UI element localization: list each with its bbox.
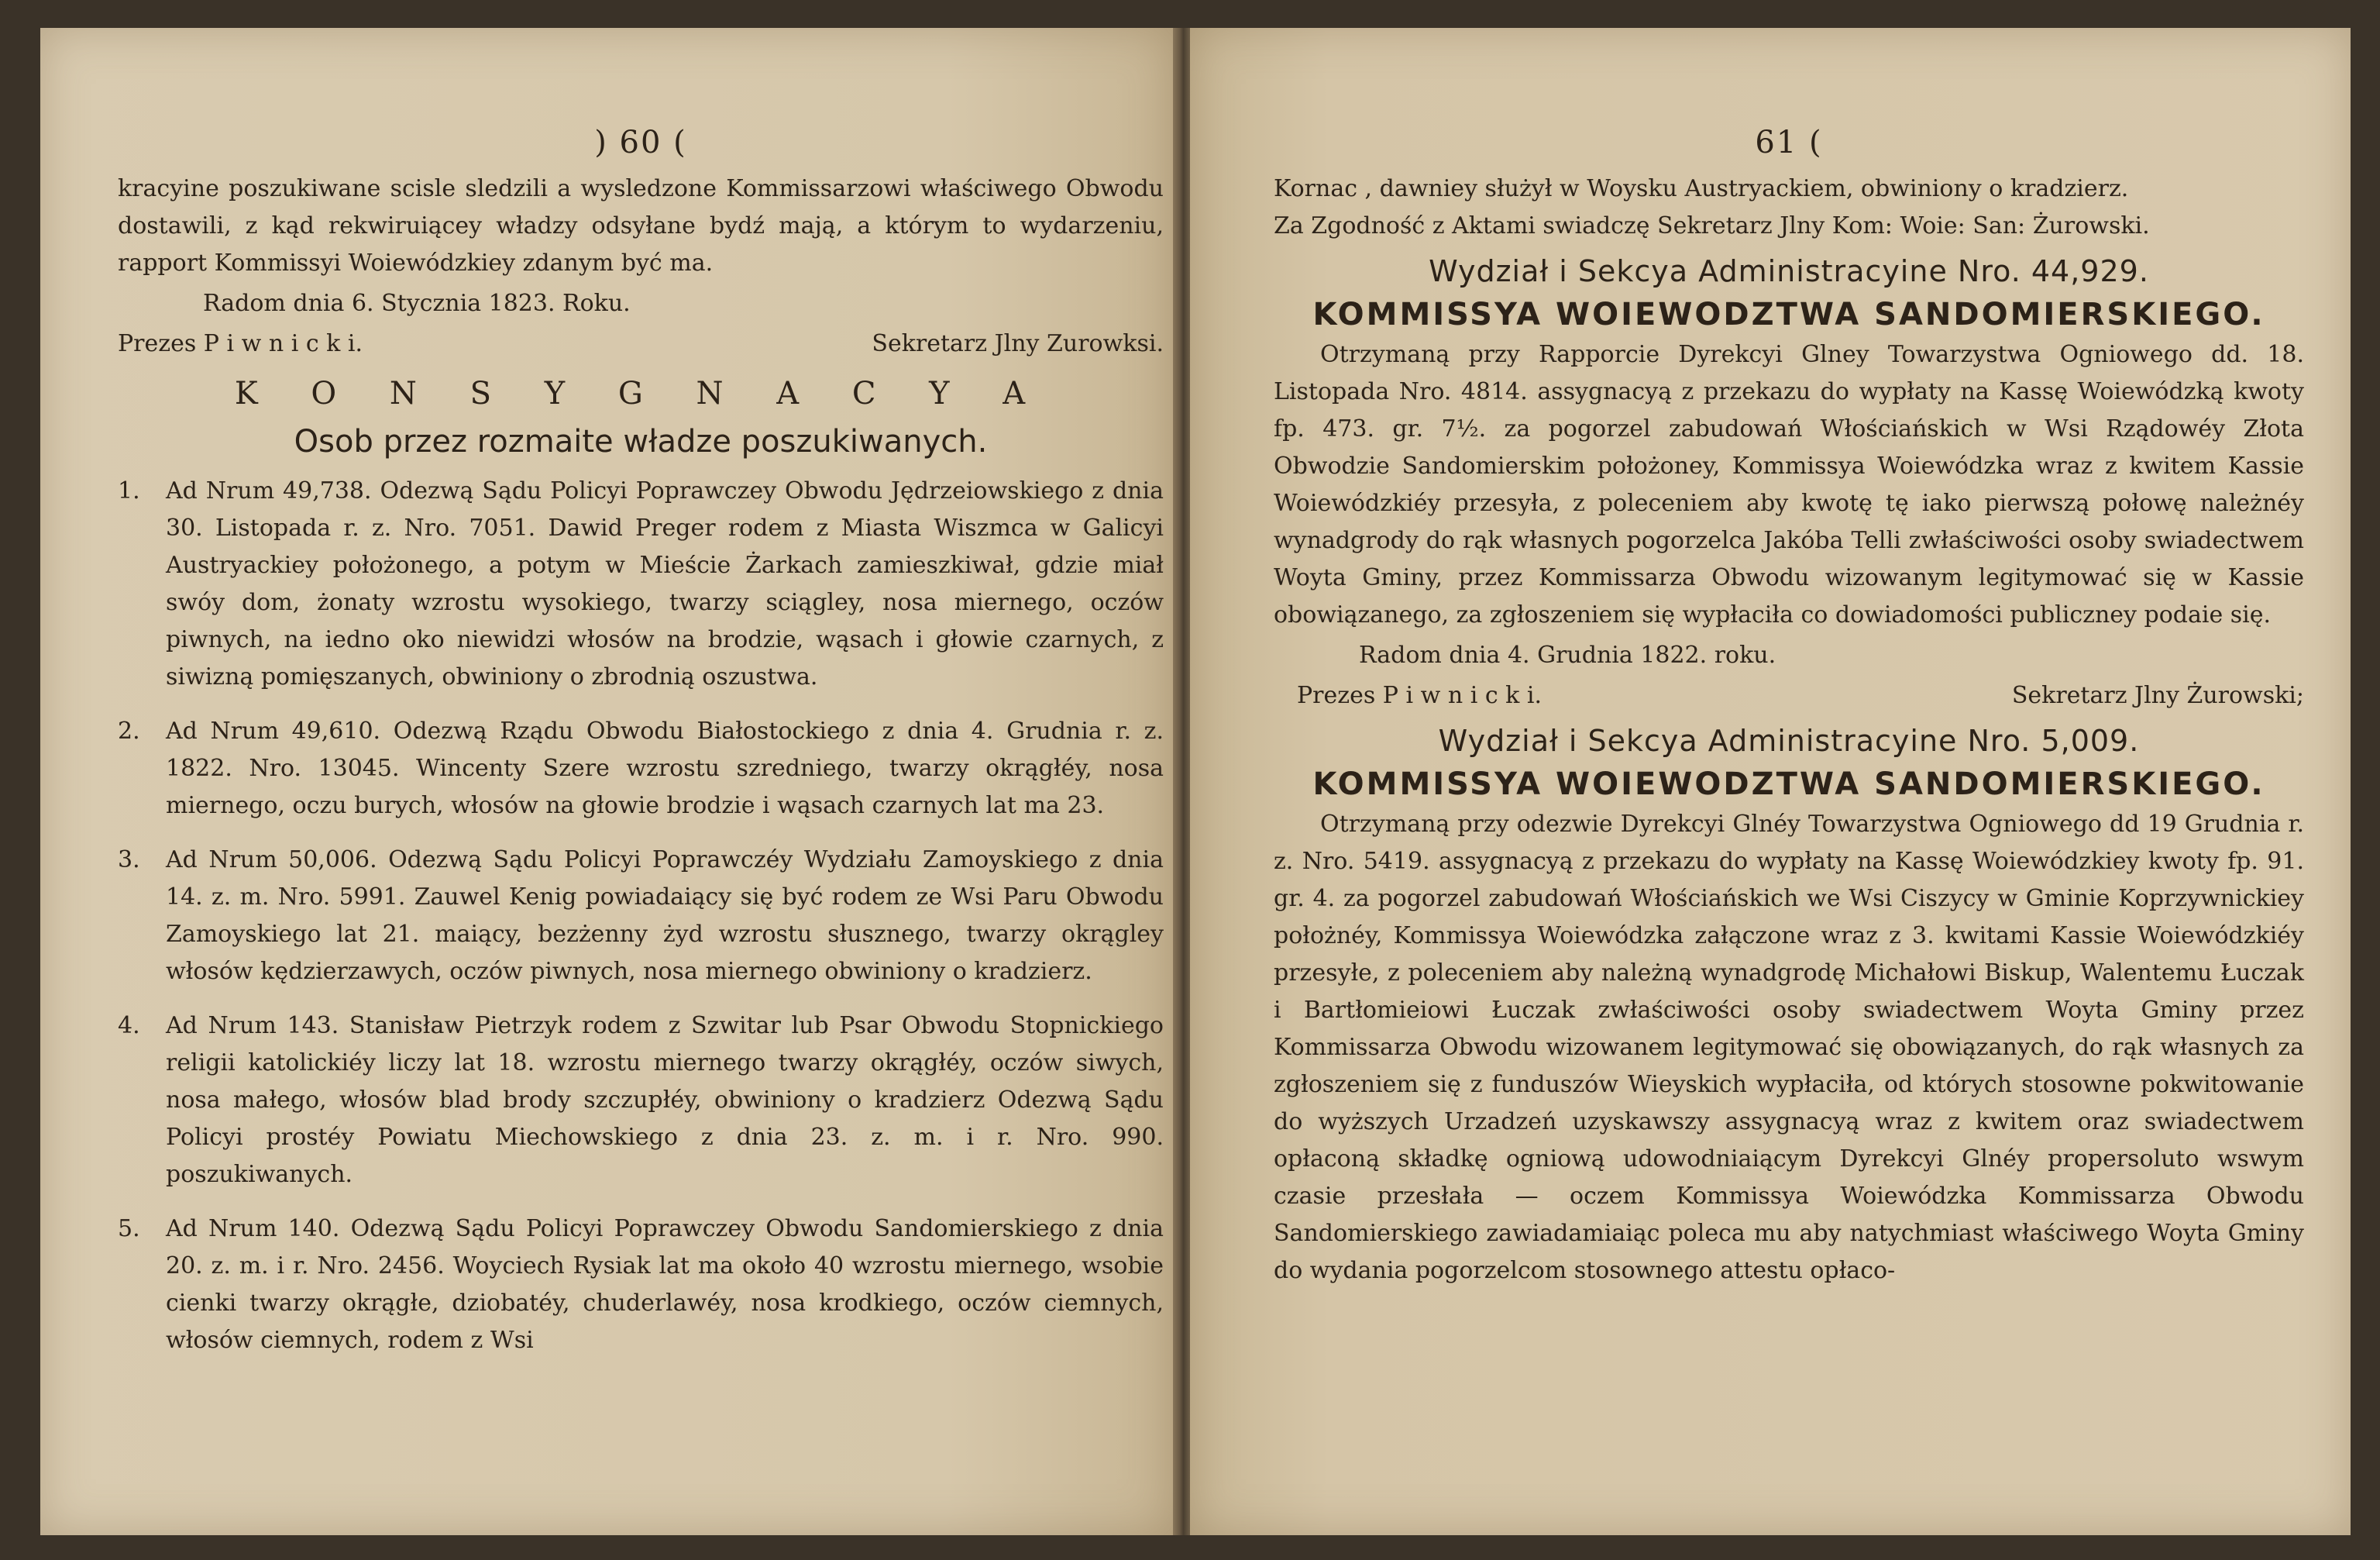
section1-title: Wydział i Sekcya Administracyine Nro. 44,929. xyxy=(1429,254,2149,288)
list-item xyxy=(118,842,1164,990)
section2-title: Wydział i Sekcya Administracyine Nro. 5,009. xyxy=(1438,724,2140,758)
page-number-right: 61 ( xyxy=(1755,125,1823,160)
section2-body: Otrzymaną przy odezwie Dyrekcyi Glnéy Towarzystwa Ogniowego dd 19 Grudnia r. z. Nro. 5419. assygnacyą z przekazu do wypłaty na Kassę Woiewódzkiey kwoty fp. 91. gr. 4. za pogorzel zabudowań Włościańskich we Wsi Ciszycy w Gminie Koprzywnickiey położnéy, Kommissya Woiewódzka załączone wraz z 3. kwitami Kassie Woiewódzkiéy przesyłe, z poleceniem aby należną wynadgrodę Michałowi Biskup, Walentemu Łuczak i Bartłomieiowi Łuczak zwłaściwości osoby swiadectwem Woyta Gminy przez Kommissarza Obwodu wizowanem legitymować się obowiązanych, do rąk własnych za zgłoszeniem się z funduszów Wieyskich wypłaciła, od których stosowne pokwitowanie do wyższych Urzadzeń uzyskawszy assygnacyą wraz z kwitem oraz swiadectwem opłaconą składkę ogniową udowodniaiącym Dyrekcyi Glnéy propersoluto wswym czasie przesłała — oczem Kommissya Woiewódzka Kommissarza Obwodu Sandomierskiego zawiadamiaiąc poleca mu aby natychmiast właściwego Woyta Gminy do wydania pogorzelcom stosownego attestu opłaco- xyxy=(1274,811,2304,1284)
section1-signatures xyxy=(1274,677,2304,715)
list-item xyxy=(118,473,1164,696)
list-item-text: Ad Nrum 50,006. Odezwą Sądu Policyi Poprawczéy Wydziału Zamoyskiego z dnia 14. z. m. Nro. 5991. Zauwel Kenig powiadaiący się być rodem ze Wsi Paru Obwodu Zamoyskiego lat 21. maiący, bezżenny żyd wzrostu słusznego, twarzy okrągley włosów kędzierzawych, oczów piwnych, nosa miernego obwiniony o kradzierz. xyxy=(166,846,1164,985)
section1-body: Otrzymaną przy Rapporcie Dyrekcyi Glney Towarzystwa Ogniowego dd. 18. Listopada Nro. 4814. assygnacyą z przekazu do wypłaty na Kassę Woiewódzką kwoty fp. 473. gr. 7½. za pogorzel zabudowań Włościańskich w Wsi Rządowéy Złota Obwodzie Sandomierskim położoney, Kommissya Woiewódzka wraz z kwitem Kassie Woiewódzkiéy przesyła, z poleceniem aby kwotę tę iako pierwszą połowę należnéy wynadgrody do rąk własnych pogorzelca Jakóba Telli zwłaściwości osoby swiadectwem Woyta Gminy, przez Kommissarza Obwodu wizowanym legitymować się w Kassie obowiązanego, za zgłoszeniem się wypłaciła co dowiadomości publiczney podaie się. xyxy=(1274,341,2304,628)
left-date: Radom dnia 6. Stycznia 1823. Roku. xyxy=(203,290,631,317)
list-item-text: Ad Nrum 140. Odezwą Sądu Policyi Poprawczey Obwodu Sandomierskiego z dnia 20. z. m. i r. Nro. 2456. Woyciech Rysiak lat ma około 40 wzrostu miernego, wsobie cienki twarzy okrągłe, dziobatéy, chuderlawéy, nosa krodkiego, oczów ciemnych, włosów ciemnych, rodem z Wsi xyxy=(166,1215,1164,1354)
section1-date: Radom dnia 4. Grudnia 1822. roku. xyxy=(1359,642,1776,669)
left-sig-secretary: Sekretarz Jlny Zurowksi. xyxy=(872,330,1164,357)
left-sig-president: Prezes P i w n i c k i. xyxy=(118,330,363,357)
list-item-text: Ad Nrum 143. Stanisław Pietrzyk rodem z Szwitar lub Psar Obwodu Stopnickiego religii katolickiéy liczy lat 18. wzrostu miernego twarzy okrągłéy, oczów siwych, nosa małego, włosów blad brody szczupłéy, obwiniony o kradzierz Odezwą Sądu Policyi prostéy Powiatu Miechowskiego z dnia 23. z. m. i r. Nro. 990. poszukiwanych. xyxy=(166,1012,1164,1188)
list-item xyxy=(118,713,1164,825)
right-intro-paragraph: Kornac , dawniey służył w Woysku Austryackiem, obwiniony o kradzierz. xyxy=(1274,175,2129,202)
list-item-number: 1. xyxy=(118,477,140,505)
section1-sig-president: Prezes P i w n i c k i. xyxy=(1297,682,1543,709)
right-page xyxy=(1190,28,2351,1535)
left-intro-paragraph: kracyine poszukiwane scisle sledzili a wysledzone Kommissarzowi właściwego Obwodu dostawili, z kąd rekwiruiącey władzy odsyłane bydź mają, a którym to wydarzeniu, rapport Kommissyi Woiewódzkiey zdanym być ma. xyxy=(118,175,1164,277)
page-number-left: ) 60 ( xyxy=(594,125,687,160)
konsygnacya-subheading: Osob przez rozmaite władze poszukiwanych. xyxy=(294,424,988,460)
section1-org: KOMMISSYA WOIEWODZTWA SANDOMIERSKIEGO. xyxy=(1312,297,2265,332)
attestation-line: Za Zgodność z Aktami swiadczę Sekretarz Jlny Kom: Woie: San: Żurowski. xyxy=(1274,212,2150,239)
left-signatures xyxy=(118,325,1164,363)
right-page-content xyxy=(1274,119,2304,1290)
wanted-persons-list xyxy=(118,473,1164,1359)
section1-sig-secretary: Sekretarz Jlny Żurowski; xyxy=(2011,682,2304,709)
list-item-number: 4. xyxy=(118,1012,140,1039)
konsygnacya-heading: K O N S Y G N A C Y A xyxy=(234,376,1047,412)
list-item xyxy=(118,1007,1164,1193)
left-page xyxy=(40,28,1173,1535)
list-item xyxy=(118,1210,1164,1359)
list-item-number: 2. xyxy=(118,718,140,745)
left-page-content xyxy=(118,119,1164,1376)
list-item-text: Ad Nrum 49,738. Odezwą Sądu Policyi Poprawczey Obwodu Jędrzeiowskiego z dnia 30. Listopada r. z. Nro. 7051. Dawid Preger rodem z Miasta Wiszmca w Galicyi Austryackiey położonego, a potym w Mieście Żarkach zamieszkiwał, gdzie miał swóy dom, żonaty wzrostu wysokiego, twarzy sciągley, nosa miernego, oczów piwnych, na iedno oko niewidzi włosów na brodzie, wąsach i głowie czarnych, z siwizną pomięszanych, obwiniony o zbrodnią oszustwa. xyxy=(166,477,1164,690)
list-item-number: 3. xyxy=(118,846,140,873)
list-item-number: 5. xyxy=(118,1215,140,1242)
list-item-text: Ad Nrum 49,610. Odezwą Rządu Obwodu Białostockiego z dnia 4. Grudnia r. z. 1822. Nro. 13045. Wincenty Szere wzrostu szredniego, twarzy okrągłéy, nosa miernego, oczu burych, włosów na głowie brodzie i wąsach czarnych lat ma 23. xyxy=(166,718,1164,819)
section2-org: KOMMISSYA WOIEWODZTWA SANDOMIERSKIEGO. xyxy=(1312,766,2265,802)
